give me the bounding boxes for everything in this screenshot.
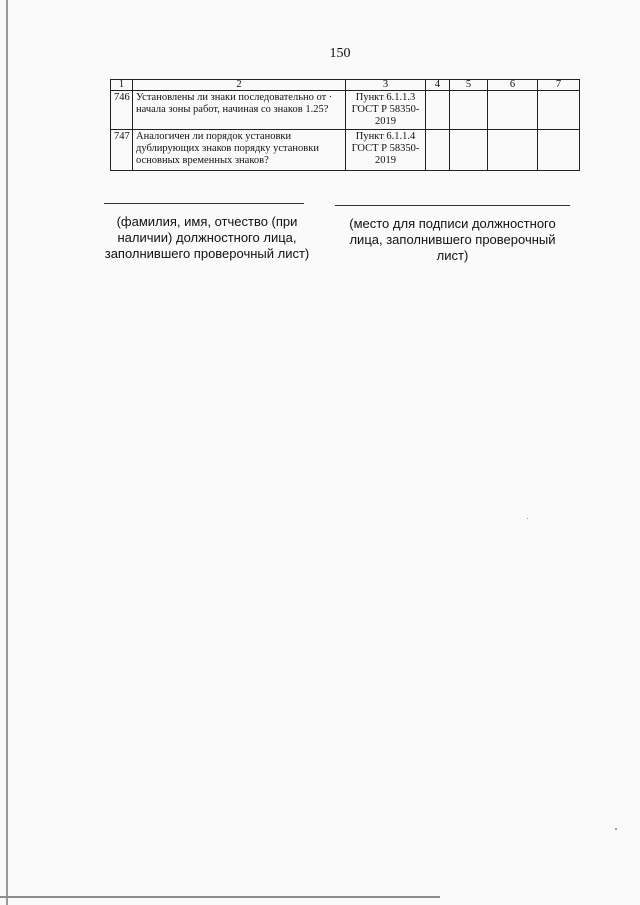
answer-cell-6[interactable]	[488, 91, 538, 130]
table-header-row	[111, 80, 580, 91]
name-signature-line[interactable]	[104, 203, 304, 204]
table-row	[111, 91, 580, 130]
answer-cell-5[interactable]	[450, 91, 488, 130]
answer-cell-6[interactable]	[488, 130, 538, 171]
column-header-1: 1	[111, 80, 133, 91]
column-header-4: 4	[426, 80, 450, 91]
scan-speck	[527, 518, 528, 519]
row-number: 746	[111, 91, 133, 130]
answer-cell-7[interactable]	[538, 130, 580, 171]
column-header-2: 2	[133, 80, 346, 91]
answer-cell-4[interactable]	[426, 130, 450, 171]
column-header-6: 6	[488, 80, 538, 91]
row-reference: Пункт 6.1.1.4 ГОСТ Р 58350-2019	[346, 130, 426, 171]
answer-cell-4[interactable]	[426, 91, 450, 130]
name-caption: (фамилия, имя, отчество (при наличии) должностного лица, заполнившего проверочный лист)	[104, 214, 310, 261]
signature-caption: (место для подписи должностного лица, заполнившего проверочный лист)	[349, 216, 556, 263]
column-header-7: 7	[538, 80, 580, 91]
scan-speck	[615, 828, 617, 830]
scan-bottom-edge	[0, 896, 440, 898]
column-header-5: 5	[450, 80, 488, 91]
scan-left-edge	[6, 0, 8, 905]
row-question: Аналогичен ли порядок установки дублирующих знаков порядку установки основных временных знаков?	[133, 130, 346, 171]
checklist-table	[110, 79, 580, 171]
signature-line[interactable]	[335, 205, 570, 206]
page-number: 150	[329, 46, 351, 61]
column-header-3: 3	[346, 80, 426, 91]
row-number: 747	[111, 130, 133, 171]
row-question: Установлены ли знаки последовательно от · начала зоны работ, начиная со знаков 1.25?	[133, 91, 346, 130]
answer-cell-5[interactable]	[450, 130, 488, 171]
answer-cell-7[interactable]	[538, 91, 580, 130]
table-row	[111, 130, 580, 171]
row-reference: Пункт 6.1.1.3 ГОСТ Р 58350-2019	[346, 91, 426, 130]
